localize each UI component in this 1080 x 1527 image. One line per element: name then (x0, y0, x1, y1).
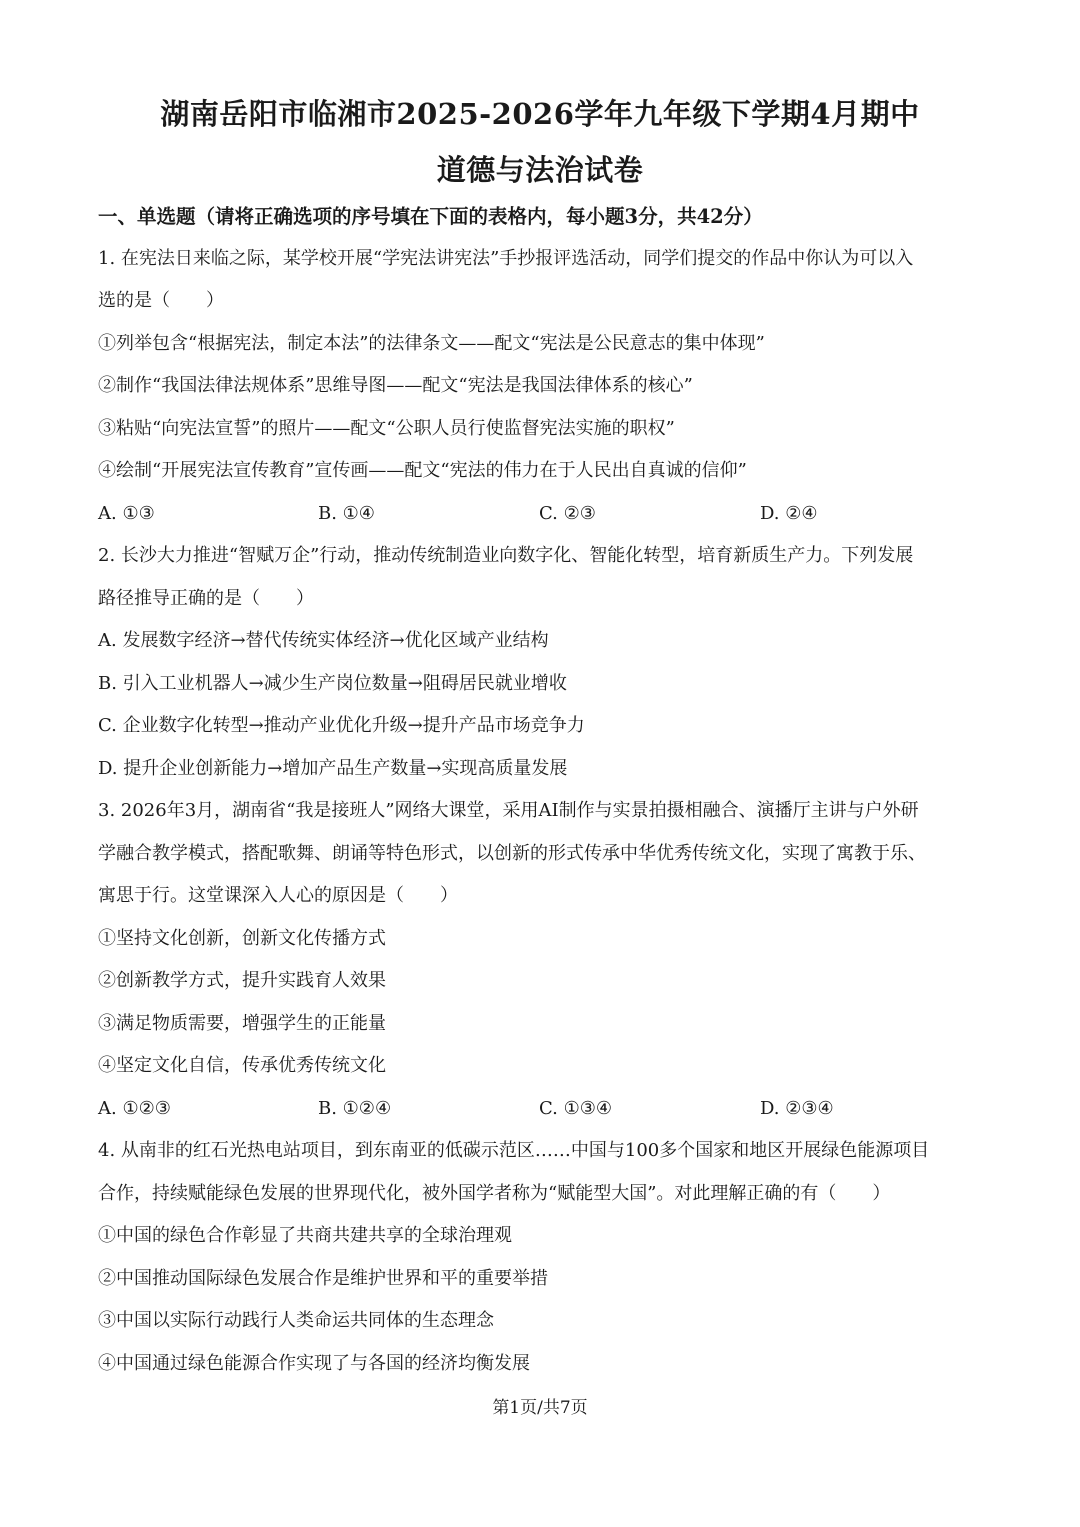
exam-title-line2: 道德与法治试卷 (436, 153, 644, 187)
question-4-item-4: ④中国通过绿色能源合作实现了与各国的经济均衡发展 (98, 1353, 530, 1374)
question-2-option-a: A. 发展数字经济→替代传统实体经济→优化区域产业结构 (98, 630, 549, 651)
page-number: 第1页/共7页 (492, 1398, 588, 1418)
question-3-item-1: ①坚持文化创新，创新文化传播方式 (98, 928, 386, 949)
question-4-stem-line2: 合作，持续赋能绿色发展的世界现代化，被外国学者称为“赋能型大国”。对此理解正确的有（ ） (98, 1183, 891, 1204)
question-1-stem-line2: 选的是（ ） (98, 290, 224, 311)
question-1-option-b: B. ①④ (318, 503, 375, 524)
question-4-stem-line1: 4. 从南非的红石光热电站项目，到东南亚的低碳示范区……中国与100多个国家和地区开展绿色能源项目 (98, 1140, 930, 1161)
question-3-option-d: D. ②③④ (760, 1098, 834, 1119)
question-3-item-4: ④坚定文化自信，传承优秀传统文化 (98, 1055, 386, 1076)
question-3-item-2: ②创新教学方式，提升实践育人效果 (98, 970, 386, 991)
question-3-option-a: A. ①②③ (98, 1098, 171, 1119)
question-1-option-a: A. ①③ (98, 503, 155, 524)
question-4-item-3: ③中国以实际行动践行人类命运共同体的生态理念 (98, 1310, 494, 1331)
question-3-stem-line3: 寓思于行。这堂课深入人心的原因是（ ） (98, 885, 458, 906)
question-1-item-1: ①列举包含“根据宪法，制定本法”的法律条文——配文“宪法是公民意志的集中体现” (98, 333, 765, 354)
question-2-stem-line2: 路径推导正确的是（ ） (98, 588, 314, 609)
question-3-option-c: C. ①③④ (539, 1098, 612, 1119)
question-1-item-4: ④绘制“开展宪法宣传教育”宣传画——配文“宪法的伟力在于人民出自真诚的信仰” (98, 460, 747, 481)
question-3-option-b: B. ①②④ (318, 1098, 392, 1119)
question-3-stem-line1: 3. 2026年3月，湖南省“我是接班人”网络大课堂，采用AI制作与实景拍摄相融合、演播厅主讲与户外研 (98, 800, 919, 821)
question-2-option-c: C. 企业数字化转型→推动产业优化升级→提升产品市场竞争力 (98, 715, 585, 736)
section-heading: 一、单选题（请将正确选项的序号填在下面的表格内，每小题3分，共42分） (98, 205, 763, 228)
question-2-option-b: B. 引入工业机器人→减少生产岗位数量→阻碍居民就业增收 (98, 673, 567, 694)
question-1-item-3: ③粘贴“向宪法宣誓”的照片——配文“公职人员行使监督宪法实施的职权” (98, 418, 675, 439)
exam-title-line1: 湖南岳阳市临湘市2025-2026学年九年级下学期4月期中 (160, 97, 920, 131)
question-1-option-d: D. ②④ (760, 503, 818, 524)
question-4-item-1: ①中国的绿色合作彰显了共商共建共享的全球治理观 (98, 1225, 512, 1246)
question-2-stem-line1: 2. 长沙大力推进“智赋万企”行动，推动传统制造业向数字化、智能化转型，培育新质生产力。下列发展 (98, 545, 914, 566)
question-3-item-3: ③满足物质需要，增强学生的正能量 (98, 1013, 386, 1034)
question-1-option-c: C. ②③ (539, 503, 596, 524)
question-1-item-2: ②制作“我国法律法规体系”思维导图——配文“宪法是我国法律体系的核心” (98, 375, 693, 396)
question-3-stem-line2: 学融合教学模式，搭配歌舞、朗诵等特色形式，以创新的形式传承中华优秀传统文化，实现了寓教于乐、 (98, 843, 926, 864)
question-4-item-2: ②中国推动国际绿色发展合作是维护世界和平的重要举措 (98, 1268, 548, 1289)
question-1-stem-line1: 1. 在宪法日来临之际，某学校开展“学宪法讲宪法”手抄报评选活动，同学们提交的作品中你认为可以入 (98, 248, 914, 269)
question-2-option-d: D. 提升企业创新能力→增加产品生产数量→实现高质量发展 (98, 758, 568, 779)
